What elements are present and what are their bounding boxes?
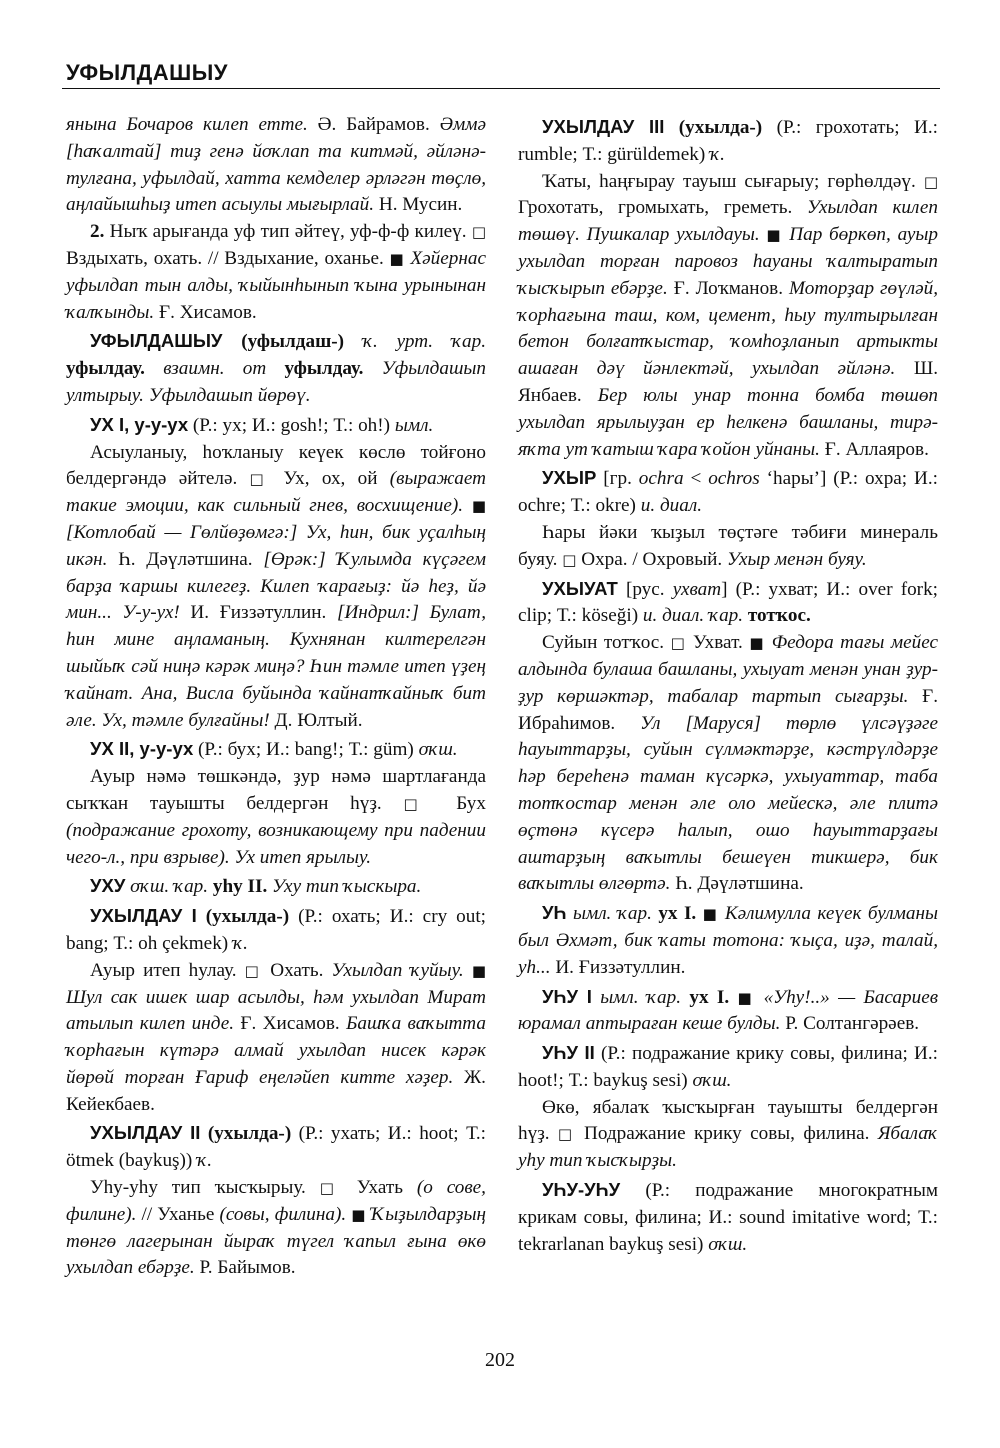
headword: УҺУ-УҺУ — [542, 1179, 621, 1201]
text-run: Грохотать, громыхать, греметь. — [518, 197, 807, 219]
text-run: Р. Солтангәрәев. — [780, 1013, 920, 1035]
text-run — [200, 1123, 207, 1144]
text-run: Ныҡ арығанда уф тип әйтеү, уф-ф-ф килеү. — [104, 221, 472, 243]
headword: УХ II, у-у-ух — [90, 738, 194, 760]
translation-marker-icon: □ — [670, 634, 687, 653]
text-run: // Уханье — [136, 1203, 220, 1225]
text-run: Ғ. Лоҡманов. — [667, 277, 790, 299]
text-run: Өкө, ябалаҡ ҡысҡырған тауышты белдергән һүҙ. — [518, 1096, 938, 1145]
text-run — [592, 987, 600, 1008]
headword: УХ I, у-у-ух — [90, 413, 189, 435]
headword: УХЫЛДАУ III — [542, 116, 665, 137]
text-run: Ғ. Ибраһимов. — [518, 685, 938, 734]
headword: УХЫЛДАУ I — [90, 905, 197, 927]
translation-marker-icon: □ — [403, 794, 435, 813]
italic-text: янына Бочаров килеп етте. — [66, 114, 308, 135]
italic-text: [Котлобай — Гөлйөҙөмгә:] Ух, һин, бик уҫалһың икән. — [66, 521, 486, 570]
running-head: УФЫЛДАШЫУ — [66, 60, 228, 85]
text-run: Подражание крику совы, филина. — [575, 1123, 878, 1145]
text-run — [664, 117, 678, 138]
bold-text: (ухылда-) — [678, 117, 763, 138]
italic-text: (о сове, филине). — [66, 1177, 486, 1225]
italic-text: ochros — [708, 468, 760, 490]
bold-text: 2. — [90, 221, 105, 243]
headword: УХУ — [90, 875, 126, 897]
text-run — [197, 906, 206, 927]
italic-text: Ул [Маруся] төрлө үлсәүҙәге һауыттарҙы, суйын сүлмәктәрҙе, кәстрүлдәрҙе һәр береһенә таман күсәркә, ухыуаттар, таба тотҡостар менән әле оло мейескә, әле плитә өҫтөнә күсерә һалып, ошо һауыттарҙағы аштарҙың ваҡытлы бешеүен тикшерә, бик ваҡытлы өлгөртә. — [518, 712, 939, 895]
italic-text: Башҡа ваҡытта ҡорһағын күтәрә алмай ухылдап нисек кәрәк йөрөй торған Ғариф еңеләйеп китте хәҙер. — [66, 1013, 486, 1088]
text-run — [344, 331, 363, 352]
italic-text: ымл. ҡар. — [572, 903, 652, 925]
text-run: И. Ғиззәтуллин. — [550, 956, 686, 978]
text-run: Ғ. Хисамов. — [154, 301, 257, 323]
text-run: Ғ. Хисамов. — [234, 1013, 347, 1035]
example-marker-icon: ■ — [749, 634, 766, 653]
text-run — [222, 331, 241, 352]
text-run: ‘һары’] (Р.: охра; И.: ochre; Т.: okre) — [518, 468, 939, 517]
bold-text: (ухылда-) — [207, 1123, 292, 1145]
italic-text: (подражание грохоту, возникающему при падении чего-л., при взрыве). Ух итеп ярылыу. — [66, 819, 486, 868]
example-marker-icon: ■ — [471, 961, 487, 980]
entry-paragraph — [66, 764, 486, 871]
headword: УХЫЛДАУ II — [90, 1122, 201, 1144]
entry-paragraph — [518, 630, 938, 898]
header-rule — [62, 88, 940, 89]
italic-text: Ябалаҡ уһу тип ҡысҡырҙы. — [518, 1123, 938, 1172]
italic-text: Ухылдап килеп төшөү. Пушкалар ухылдауы. — [518, 197, 938, 246]
dictionary-entry — [518, 1040, 938, 1095]
entry-paragraph — [518, 520, 938, 574]
text-run: И. Ғиззәтуллин. — [179, 602, 337, 624]
headword: УҺ — [542, 902, 567, 924]
bold-text: (ухылда-) — [205, 906, 290, 928]
italic-text: и. диал. ҡар. — [642, 605, 744, 627]
bold-text: ух I. — [658, 903, 697, 925]
example-marker-icon: ■ — [737, 988, 756, 1007]
text-run — [464, 960, 472, 981]
dictionary-entry — [66, 873, 486, 901]
dictionary-entry — [518, 114, 938, 169]
text-run: Ғ. Аллаяров. — [819, 438, 929, 460]
text-run: (Р.: грохотать; И.: rumble; Т.: gürüldemek) — [518, 117, 938, 165]
left-column — [66, 112, 486, 1282]
bold-text: тотҡос. — [747, 605, 811, 627]
dictionary-entry — [518, 1177, 938, 1258]
italic-text: [Индрил:] Булат, һин мине аңламаның. Кухнянан килтерелгән шыйыҡ сәй ниңә кәрәк миңә? Һин тәмле итеп үҙең ҡайнат. Ана, Висла буйында ҡайнатҡайныҡ бит әле. Ух, тәмле булғайны! — [66, 602, 486, 731]
headword: УХЫР — [542, 467, 597, 489]
italic-text: Кәлимулла кеүек булманы был Әхмәт, бик ҡаты тотона: ҡыҫа, иҙә, талай, уһ... — [518, 903, 939, 978]
italic-text: ымл. — [394, 414, 434, 436]
bold-text: ух I. — [689, 986, 730, 1008]
bold-text: уфылдау. — [284, 358, 364, 380]
translation-marker-icon: □ — [244, 961, 263, 980]
translation-marker-icon: □ — [471, 223, 486, 242]
headword: УҺУ II — [542, 1042, 595, 1064]
entry-paragraph — [66, 112, 486, 219]
text-run — [145, 358, 163, 379]
example-marker-icon: ■ — [351, 1205, 366, 1224]
italic-text: Ухылдап ҡуйыу. — [331, 959, 464, 981]
text-run: Ш. Янбаев. — [518, 358, 938, 406]
example-marker-icon: ■ — [389, 249, 405, 268]
dictionary-entry — [518, 984, 938, 1039]
italic-text: Уфылдашып ултырыу. Уфылдашып йөрөү. — [66, 358, 487, 406]
example-marker-icon: ■ — [702, 905, 719, 924]
text-run: Һ. Дәүләтшина. — [107, 548, 264, 570]
text-run: Асыуланыу, һоҡланыу кеүек көслө тойғоно белдергәндә әйтелә. — [66, 441, 486, 490]
example-marker-icon: ■ — [766, 226, 783, 245]
entry-paragraph — [66, 958, 486, 1119]
text-run: Бух — [434, 792, 486, 814]
italic-text: Федора тағы мейес алдында булаша башланы, ухыуат менән унан ҙур-ҙур көршәктәр, табалар тартып сығарҙы. — [518, 632, 938, 707]
translation-marker-icon: □ — [557, 1125, 576, 1144]
text-run — [729, 987, 737, 1008]
italic-text: оҡш. — [418, 739, 458, 761]
headword: УХЫУАТ — [542, 577, 618, 599]
italic-text: ҡ. — [232, 932, 248, 954]
entry-paragraph — [66, 219, 486, 326]
italic-text: и. диал. — [640, 495, 702, 517]
italic-text: Хәйернас уфылдап тын алды, ҡыйынһынып ҡына урынынан ҡалҡынды. — [66, 247, 486, 323]
text-run: Ауыр итеп һулау. — [90, 959, 245, 981]
italic-text: [Өрәк:] Ҡулымда күҫәгем барҙа ҡаршы килегеҙ. Килеп ҡарағыҙ: йә һеҙ, йә мин... У-у-ух! — [66, 548, 486, 624]
text-run: Охра. / Охровый. — [576, 548, 727, 570]
italic-text: Моторҙар гөүләй, ҡорһағына таш, ком, цемент, һыу тултырылған бетон болғатҡыстар, ҡомһоҙланып артыкты ашаған дәү йәнлектәй, ухылдап әйләнә. — [518, 277, 938, 380]
dictionary-entry — [66, 412, 486, 440]
italic-text: Ухыр менән буяу. — [726, 548, 867, 570]
text-run: Ж. Кейекбаев. — [66, 1066, 486, 1115]
translation-marker-icon: □ — [249, 470, 272, 489]
text-run: ] (Р.: ухват; И.: over fork; clip; Т.: köseği) — [518, 578, 938, 627]
dictionary-entry — [66, 903, 486, 958]
text-run: [гр. — [596, 468, 639, 490]
italic-text: оҡш. — [708, 1233, 748, 1255]
text-run: Вздыхать, охать. // Вздыхание, оханье. — [66, 247, 390, 269]
text-run: Ҡаты, һаңғырау тауыш сығарыу; гөрһөлдәү. — [542, 170, 924, 192]
italic-text: ымл. ҡар. — [600, 986, 682, 1008]
translation-marker-icon: □ — [319, 1179, 343, 1198]
text-run: Охать. — [262, 959, 332, 981]
text-run: Суйын тотҡос. — [542, 632, 671, 654]
italic-text: Уху тип ҡыскыра. — [272, 876, 422, 898]
text-run: Ә. Байрамов. — [307, 114, 440, 135]
text-run: Уһу-уһу тип ҡысҡырыу. — [90, 1177, 320, 1199]
bold-text: (уфылдаш-) — [241, 331, 345, 353]
text-run: Һары йәки ҡыҙыл төҫтәге тәбиғи минераль буяу. — [518, 521, 938, 570]
italic-text: ҡ. — [710, 143, 725, 165]
right-column — [518, 112, 938, 1258]
text-run: Ухват. — [686, 632, 750, 654]
italic-text: (выражает такие эмоции, как сильный гнев, восхищение). — [66, 468, 486, 517]
text-run: Н. Мусин. — [374, 194, 463, 216]
entry-paragraph — [518, 1095, 938, 1175]
text-run: [рус. — [617, 578, 673, 600]
text-run — [266, 358, 284, 379]
italic-text: оҡш. ҡар. — [130, 876, 209, 898]
italic-text: «Уһу!..» — Басариев юрамал аптыраған кеше булды. — [518, 986, 939, 1035]
entry-paragraph — [66, 440, 486, 735]
entry-paragraph — [518, 169, 938, 464]
italic-text: Ҡыҙылдарҙың төнгө лагерынан йыраҡ түгел ҡапыл ғына өкө ухылдап ебәрҙе. — [66, 1203, 487, 1279]
italic-text: ухват — [672, 578, 722, 600]
text-run: (Р.: бух; И.: bang!; Т.: güm) — [193, 739, 419, 761]
bold-text: уфылдау. — [66, 358, 145, 380]
text-run: Һ. Дәүләтшина. — [670, 873, 804, 895]
italic-text: Әммә [һаҡалтай] тиҙ генә йоҡлап та китмәй, әйләнә-тулғана, уфылдай, хатта кемделер әрләгән төҫлө, аңлайышһыҙ итеп асыулы мығырлай. — [66, 114, 486, 216]
italic-text: ҡ. урт. ҡар. — [362, 331, 487, 353]
text-run: (Р.: охать; И.: cry out; bang; Т.: oh çekmek) — [66, 906, 486, 954]
translation-marker-icon: □ — [923, 172, 938, 191]
bold-text: уһу II. — [212, 876, 268, 898]
italic-text: Шул сак ишек шар асылды, һәм ухылдап Мират атылып килеп инде. — [66, 986, 486, 1035]
italic-text: Пар бөркөп, ауыр ухылдап торған паровоз һауаны ҡалтыратып ҡысҡырып ебәрҙе. — [518, 224, 939, 299]
dictionary-entry — [66, 736, 486, 764]
dictionary-entry — [518, 465, 938, 520]
page-number: 202 — [485, 1349, 515, 1371]
translation-marker-icon: □ — [562, 550, 577, 569]
text-run: Ауыр нәмә төшкәндә, ҙур нәмә шартлағанда сыҡҡан тауышты белдергән һүҙ. — [66, 766, 486, 814]
headword: УҺУ I — [542, 985, 592, 1007]
entry-paragraph — [66, 1175, 486, 1282]
text-run — [363, 358, 381, 379]
text-run: Д. Юлтый. — [269, 709, 363, 731]
italic-text: взаимн. от — [163, 358, 267, 380]
text-run: < — [683, 468, 709, 490]
headword: УФЫЛДАШЫУ — [90, 330, 223, 352]
text-run: (Р.: ухать; И.: hoot; Т.: ötmek (baykuş)) — [66, 1123, 487, 1172]
text-run: (Р.: подражание многократным крикам совы, филина; И.: sound imitative word; Т.: tekrarlanan baykuş sesi) — [518, 1180, 938, 1255]
dictionary-entry — [518, 576, 938, 631]
italic-text: ochra — [638, 468, 684, 490]
text-run — [755, 987, 763, 1008]
text-run: (Р.: подражание крику совы, филина; И.: hoot!; Т.: baykuş sesi) — [518, 1043, 938, 1091]
text-run: (Р.: ух; И.: gosh!; Т.: oh!) — [188, 414, 395, 436]
text-run: Ухать — [342, 1177, 417, 1199]
italic-text: Бер юлы унар тонна бомба төшөп ухылдап ярылыуҙан ер һелкенә башланы, тирә-яҡта ут ҡатыш ҡара ҡойон уйнаны. — [518, 384, 939, 460]
dictionary-entry — [66, 1120, 486, 1175]
italic-text: ҡ. — [197, 1150, 213, 1172]
text-run — [463, 495, 472, 516]
italic-text: оҡш. — [692, 1069, 732, 1091]
dictionary-entry — [66, 328, 486, 409]
dictionary-entry — [518, 900, 938, 981]
italic-text: (совы, филина). — [219, 1203, 347, 1225]
text-run: Ух, ох, ой — [271, 468, 390, 490]
example-marker-icon: ■ — [471, 497, 486, 516]
text-run: Р. Байымов. — [194, 1257, 296, 1279]
